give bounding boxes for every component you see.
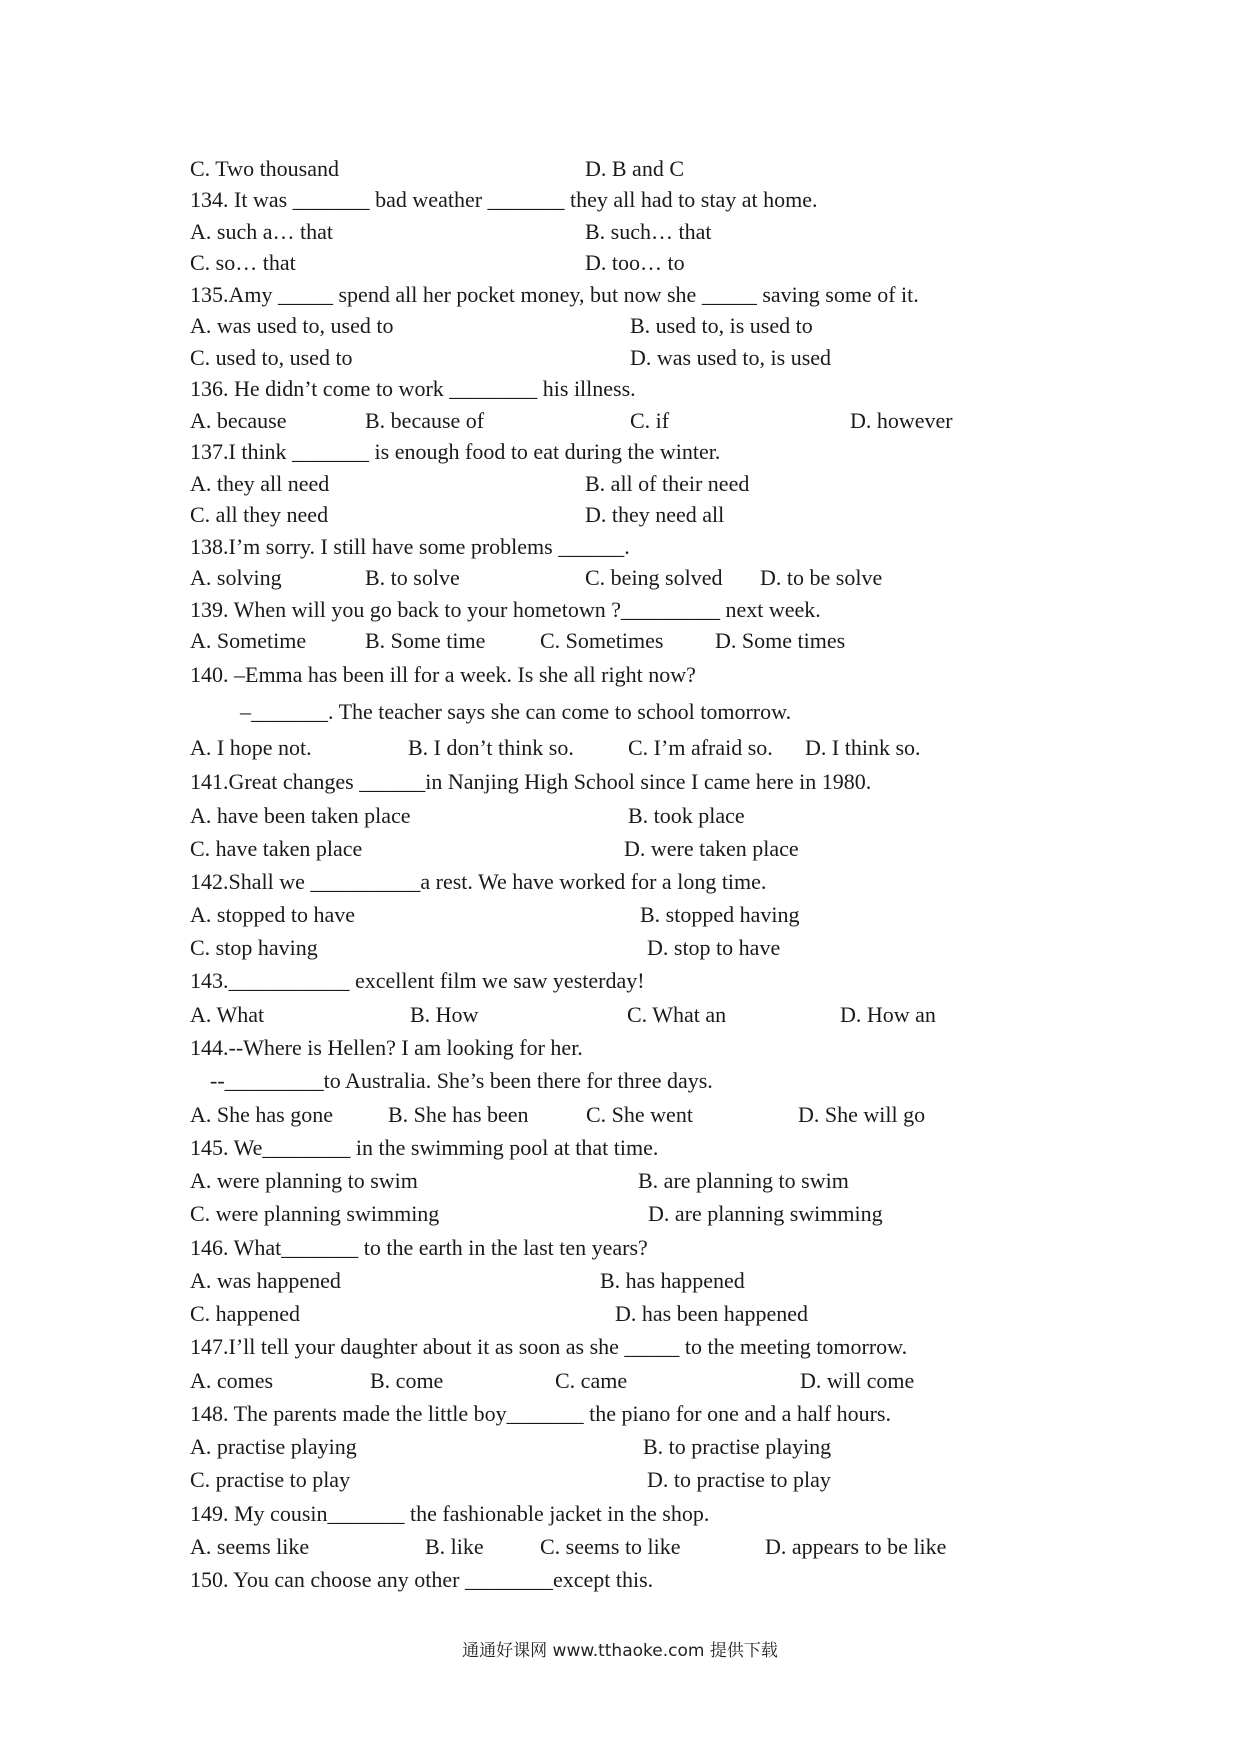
answer-option-q145b-0: C. were planning swimming (190, 1201, 440, 1226)
answer-option-q139a-1: B. Some time (365, 628, 486, 653)
answer-option-q138a-3: D. to be solve (760, 565, 883, 590)
question-line-q145: 145. We________ in the swimming pool at that time. (190, 1135, 659, 1160)
answer-option-q138a-0: A. solving (190, 565, 282, 590)
answer-option-q146a-0: A. was happened (190, 1268, 341, 1293)
answer-option-q140a-1: B. I don’t think so. (408, 735, 574, 760)
question-line-q144: 144.--Where is Hellen? I am looking for her. (190, 1035, 583, 1060)
answer-option-q143a-0: A. What (190, 1002, 265, 1027)
answer-option-q149a-2: C. seems to like (540, 1534, 681, 1559)
answer-option-q145a-0: A. were planning to swim (190, 1168, 418, 1193)
answer-option-q134b-1: D. too… to (585, 250, 685, 275)
answer-option-q138a-1: B. to solve (365, 565, 460, 590)
answer-option-q139a-3: D. Some times (715, 628, 846, 653)
question-line-q148: 148. The parents made the little boy_______ the piano for one and a half hours. (190, 1401, 891, 1426)
question-line-q134: 134. It was _______ bad weather _______ they all had to stay at home. (190, 187, 818, 212)
answer-option-q146b-0: C. happened (190, 1301, 300, 1326)
question-line-q146: 146. What_______ to the earth in the last ten years? (190, 1235, 648, 1260)
answer-option-q142b-1: D. stop to have (647, 935, 781, 960)
answer-option-q139a-2: C. Sometimes (540, 628, 664, 653)
answer-option-q140a-3: D. I think so. (805, 735, 921, 760)
answer-option-q148a-1: B. to practise playing (643, 1434, 832, 1459)
answer-option-q137a-0: A. they all need (190, 471, 330, 496)
answer-option-q147a-1: B. come (370, 1368, 444, 1393)
answer-option-q147a-2: C. came (555, 1368, 628, 1393)
answer-option-q140a-2: C. I’m afraid so. (628, 735, 773, 760)
answer-option-q141a-1: B. took place (628, 803, 745, 828)
question-line-q141: 141.Great changes ______in Nanjing High School since I came here in 1980. (190, 769, 872, 794)
question-line-q139: 139. When will you go back to your hometown ?_________ next week. (190, 597, 821, 622)
answer-option-l0-1: D. B and C (585, 156, 684, 181)
question-line-q144b: --_________to Australia. She’s been there for three days. (210, 1068, 713, 1093)
answer-option-q149a-0: A. seems like (190, 1534, 310, 1559)
question-line-q135: 135.Amy _____ spend all her pocket money, but now she _____ saving some of it. (190, 282, 919, 307)
question-line-q136: 136. He didn’t come to work ________ his illness. (190, 376, 636, 401)
answer-option-q136a-2: C. if (630, 408, 670, 433)
question-line-q137: 137.I think _______ is enough food to eat during the winter. (190, 439, 721, 464)
answer-option-q145a-1: B. are planning to swim (638, 1168, 849, 1193)
answer-option-q144a-3: D. She will go (798, 1102, 926, 1127)
question-line-q142: 142.Shall we __________a rest. We have worked for a long time. (190, 869, 767, 894)
question-line-q147: 147.I’ll tell your daughter about it as soon as she _____ to the meeting tomorrow. (190, 1334, 908, 1359)
answer-option-q140a-0: A. I hope not. (190, 735, 312, 760)
answer-option-q146a-1: B. has happened (600, 1268, 745, 1293)
answer-option-q141b-0: C. have taken place (190, 836, 363, 861)
answer-option-q142b-0: C. stop having (190, 935, 318, 960)
answer-option-q138a-2: C. being solved (585, 565, 723, 590)
question-line-q140: 140. –Emma has been ill for a week. Is she all right now? (190, 662, 696, 687)
answer-option-q145b-1: D. are planning swimming (648, 1201, 883, 1226)
answer-option-q148b-1: D. to practise to play (647, 1467, 831, 1492)
answer-option-l0-0: C. Two thousand (190, 156, 340, 181)
answer-option-q141b-1: D. were taken place (624, 836, 799, 861)
answer-option-q136a-3: D. however (850, 408, 953, 433)
question-line-q138: 138.I’m sorry. I still have some problems ______. (190, 534, 630, 559)
answer-option-q148a-0: A. practise playing (190, 1434, 357, 1459)
answer-option-q147a-0: A. comes (190, 1368, 274, 1393)
answer-option-q136a-0: A. because (190, 408, 287, 433)
answer-option-q143a-3: D. How an (840, 1002, 936, 1027)
answer-option-q144a-1: B. She has been (388, 1102, 529, 1127)
answer-option-q137b-1: D. they need all (585, 502, 725, 527)
answer-option-q134b-0: C. so… that (190, 250, 296, 275)
answer-option-q149a-1: B. like (425, 1534, 484, 1559)
question-line-q143: 143.___________ excellent film we saw yesterday! (190, 968, 645, 993)
answer-option-q135a-0: A. was used to, used to (190, 313, 394, 338)
page-footer: 通通好课网 www.tthaoke.com 提供下载 (462, 1641, 778, 1661)
answer-option-q146b-1: D. has been happened (615, 1301, 809, 1326)
answer-option-q142a-1: B. stopped having (640, 902, 800, 927)
answer-option-q144a-2: C. She went (586, 1102, 693, 1127)
answer-option-q134a-1: B. such… that (585, 219, 712, 244)
answer-option-q135a-1: B. used to, is used to (630, 313, 813, 338)
answer-option-q136a-1: B. because of (365, 408, 485, 433)
answer-option-q137a-1: B. all of their need (585, 471, 750, 496)
answer-option-q141a-0: A. have been taken place (190, 803, 411, 828)
question-line-q149: 149. My cousin_______ the fashionable jacket in the shop. (190, 1501, 710, 1526)
answer-option-q148b-0: C. practise to play (190, 1467, 351, 1492)
answer-option-q135b-1: D. was used to, is used (630, 345, 832, 370)
answer-option-q142a-0: A. stopped to have (190, 902, 355, 927)
answer-option-q137b-0: C. all they need (190, 502, 329, 527)
answer-option-q144a-0: A. She has gone (190, 1102, 333, 1127)
answer-option-q139a-0: A. Sometime (190, 628, 307, 653)
answer-option-q149a-3: D. appears to be like (765, 1534, 947, 1559)
answer-option-q143a-1: B. How (410, 1002, 479, 1027)
answer-option-q135b-0: C. used to, used to (190, 345, 353, 370)
answer-option-q147a-3: D. will come (800, 1368, 915, 1393)
question-line-q150: 150. You can choose any other ________except this. (190, 1567, 654, 1592)
answer-option-q134a-0: A. such a… that (190, 219, 333, 244)
answer-option-q143a-2: C. What an (627, 1002, 727, 1027)
question-line-q140b: –_______. The teacher says she can come to school tomorrow. (240, 699, 792, 724)
